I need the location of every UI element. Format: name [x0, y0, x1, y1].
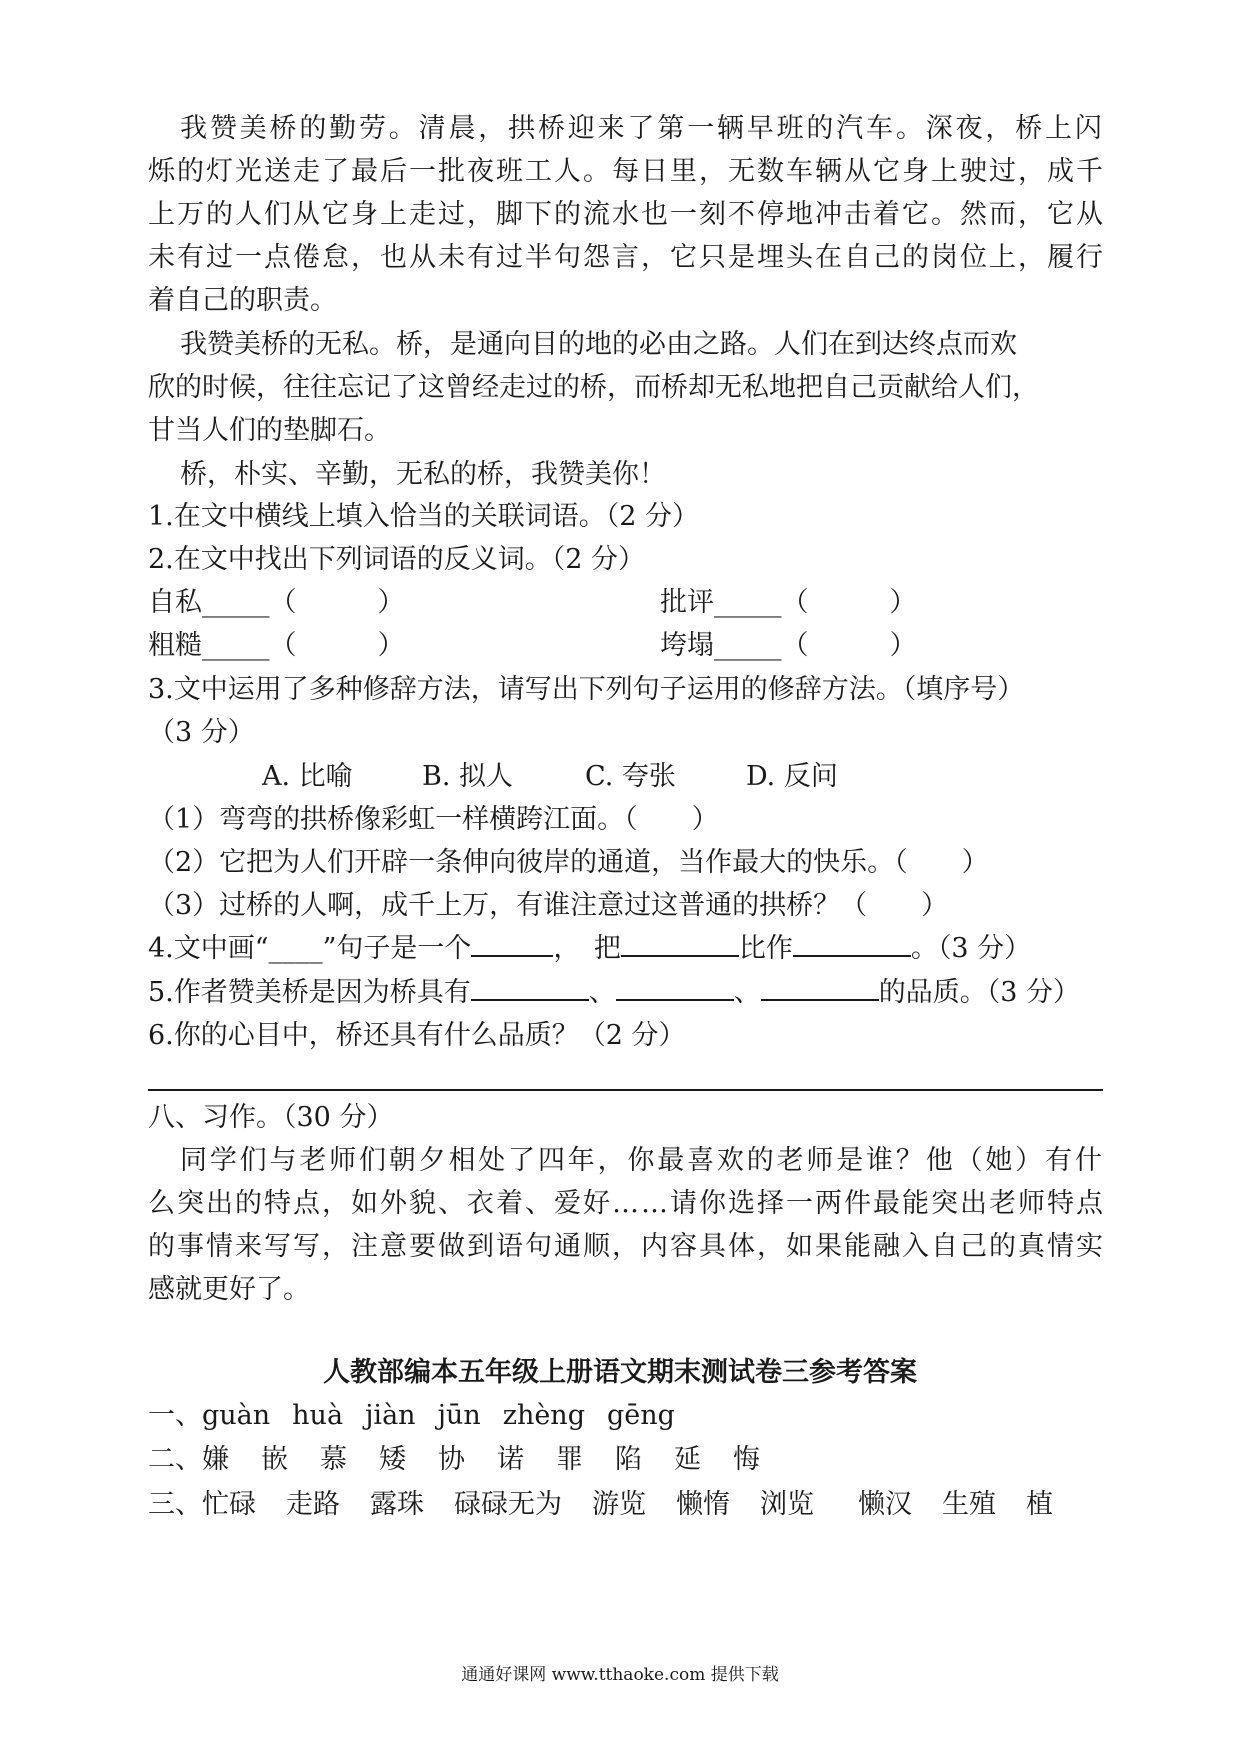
passage-line: 未 有 过 一 点 倦 怠 ， 也 从 未 有 过 半 句 怨 言 ， 它 只 是 埋 头 在 自 己 的 岗 位 上 ， 履 行 — [148, 242, 1103, 273]
page-footer: 通通好课网 www.tthaoke.com 提供下载 — [461, 1665, 779, 1685]
pinyin: jiàn — [365, 1400, 416, 1431]
antonym-blank: _____ — [202, 587, 270, 618]
question-2: 2.在文中找出下列词语的反义词。（2 分） — [148, 544, 646, 575]
antonym-item — [148, 586, 405, 620]
answer-word: 植 — [1026, 1489, 1053, 1520]
antonym-word: 垮塌 — [660, 630, 714, 661]
answer-blank — [616, 977, 734, 1001]
answer-1: 一、guàn huà jiàn jūn zhèng gēng — [148, 1400, 675, 1431]
passage-line: 上 万 的 人 们 从 它 身 上 走 过 ， 脚 下 的 流 水 也 一 刻 不 停 地 冲 击 着 它 。 然 而 ， 它 从 — [148, 199, 1103, 230]
pinyin: guàn — [202, 1400, 271, 1431]
answer-char: 协 — [438, 1444, 465, 1475]
rhetoric-item: （2）它把为人们开辟一条伸向彼岸的通道，当作最大的快乐。（ ） — [148, 847, 989, 878]
composition-line: 感就更好了。 — [148, 1274, 310, 1305]
answer-char: 罪 — [556, 1444, 583, 1475]
answer-word: 游览 — [592, 1489, 646, 1520]
answer-word: 浏览 — [760, 1489, 814, 1520]
answer-blank — [761, 977, 879, 1001]
answer-char: 慕 — [320, 1444, 347, 1475]
answer-char: 嵌 — [261, 1444, 288, 1475]
answer-blank — [471, 933, 553, 957]
answer-word: 走路 — [286, 1489, 340, 1520]
question-5: 5.作者赞美桥是因为桥具有 、 、 的品质。（3 分） — [148, 977, 1081, 1008]
rhetoric-option: D. 反问 — [746, 761, 838, 792]
answer-2: 二、嫌 嵌 慕 矮 协 诺 罪 陷 延 悔 — [148, 1444, 760, 1475]
answer-char: 延 — [674, 1444, 701, 1475]
passage-line: 欣的时候，往往忘记了这曾经走过的桥，而桥却无私地把自己贡献给人们， — [148, 372, 1039, 403]
antonym-paren: （ ） — [781, 630, 917, 661]
answer-line — [148, 1089, 1103, 1091]
passage-line: 我赞美桥的无私。桥，是通向目的地的必由之路。人们在到达终点而欢 — [180, 329, 1017, 360]
answer-char: 诺 — [497, 1444, 524, 1475]
answer-word: 生殖 — [942, 1489, 996, 1520]
antonym-word: 粗糙 — [148, 630, 202, 661]
antonym-item — [148, 629, 405, 663]
antonym-paren: （ ） — [269, 630, 405, 661]
rhetoric-item: （1）弯弯的拱桥像彩虹一样横跨江面。（ ） — [148, 804, 719, 835]
question-4: 4.文中画“____”句子是一个 ， 把 比作 。（3 分） — [148, 933, 1032, 964]
answer-word: 懒惰 — [676, 1489, 730, 1520]
answer-blank — [621, 933, 739, 957]
antonym-paren: （ ） — [269, 587, 405, 618]
answer-title: 人教部编本五年级上册语文期末测试卷三参考答案 — [323, 1357, 917, 1388]
composition-line: 的 事 情 来 写 写 ， 注 意 要 做 到 语 句 通 顺 ， 内 容 具 体 ， 如 果 能 融 入 自 己 的 真 情 实 — [148, 1231, 1103, 1262]
pinyin: huà — [292, 1400, 344, 1431]
passage-line: 桥，朴实、辛勤，无私的桥，我赞美你！ — [180, 459, 666, 490]
answer-word: 露珠 — [370, 1489, 424, 1520]
question-3-score: （3 分） — [148, 717, 255, 748]
rhetoric-option: A. 比喻 — [262, 761, 353, 792]
answer-3: 三、忙碌 走路 露珠 碌碌无为 游览 懒惰 浏览 懒汉 生殖 植 — [148, 1489, 1053, 1520]
antonym-blank: _____ — [714, 630, 782, 661]
answer-blank — [471, 977, 589, 1001]
rhetoric-item: （3）过桥的人啊，成千上万，有谁注意过这普通的拱桥？（ ） — [148, 890, 949, 921]
question-1: 1.在文中横线上填入恰当的关联词语。（2 分） — [148, 501, 700, 532]
antonym-blank: _____ — [202, 630, 270, 661]
question-6: 6.你的心目中，桥还具有什么品质？（2 分） — [148, 1020, 686, 1051]
composition-line: 同 学 们 与 老 师 们 朝 夕 相 处 了 四 年 ， 你 最 喜 欢 的 老 师 是 谁 ？ 他 （ 她 ） 有 什 — [180, 1145, 1102, 1176]
pinyin: jūn — [437, 1400, 481, 1431]
antonym-blank: _____ — [714, 587, 782, 618]
passage-line: 我 赞 美 桥 的 勤 劳 。 清 晨 ， 拱 桥 迎 来 了 第 一 辆 早 班 的 汽 车 。 深 夜 ， 桥 上 闪 — [180, 113, 1102, 144]
answer-char: 嫌 — [202, 1444, 229, 1475]
answer-word: 懒汉 — [858, 1489, 912, 1520]
pinyin: gēng — [606, 1400, 675, 1431]
antonym-item — [660, 629, 917, 663]
composition-line: 么 突 出 的 特 点 ， 如 外 貌 、 衣 着 、 爱 好 … … 请 你 选 择 一 两 件 最 能 突 出 老 师 特 点 — [148, 1188, 1103, 1219]
rhetoric-option: B. 拟人 — [422, 761, 514, 792]
answer-char: 矮 — [379, 1444, 406, 1475]
answer-char: 陷 — [615, 1444, 642, 1475]
antonym-item — [660, 586, 917, 620]
answer-blank — [793, 933, 911, 957]
passage-line: 烁 的 灯 光 送 走 了 最 后 一 批 夜 班 工 人 。 每 日 里 ， 无 数 车 辆 从 它 身 上 驶 过 ， 成 千 — [148, 156, 1103, 187]
answer-word: 碌碌无为 — [454, 1489, 562, 1520]
answer-word: 忙碌 — [202, 1489, 256, 1520]
answer-char: 悔 — [733, 1444, 760, 1475]
passage-line: 着自己的职责。 — [148, 285, 337, 316]
antonym-paren: （ ） — [781, 587, 917, 618]
composition-heading: 八、习作。（30 分） — [148, 1102, 394, 1133]
pinyin: zhèng — [502, 1400, 585, 1431]
antonym-word: 自私 — [148, 587, 202, 618]
question-3: 3.文中运用了多种修辞方法，请写出下列句子运用的修辞方法。（填序号） — [148, 674, 1025, 705]
antonym-word: 批评 — [660, 587, 714, 618]
rhetoric-option: C. 夸张 — [585, 761, 676, 792]
passage-line: 甘当人们的垫脚石。 — [148, 415, 391, 446]
